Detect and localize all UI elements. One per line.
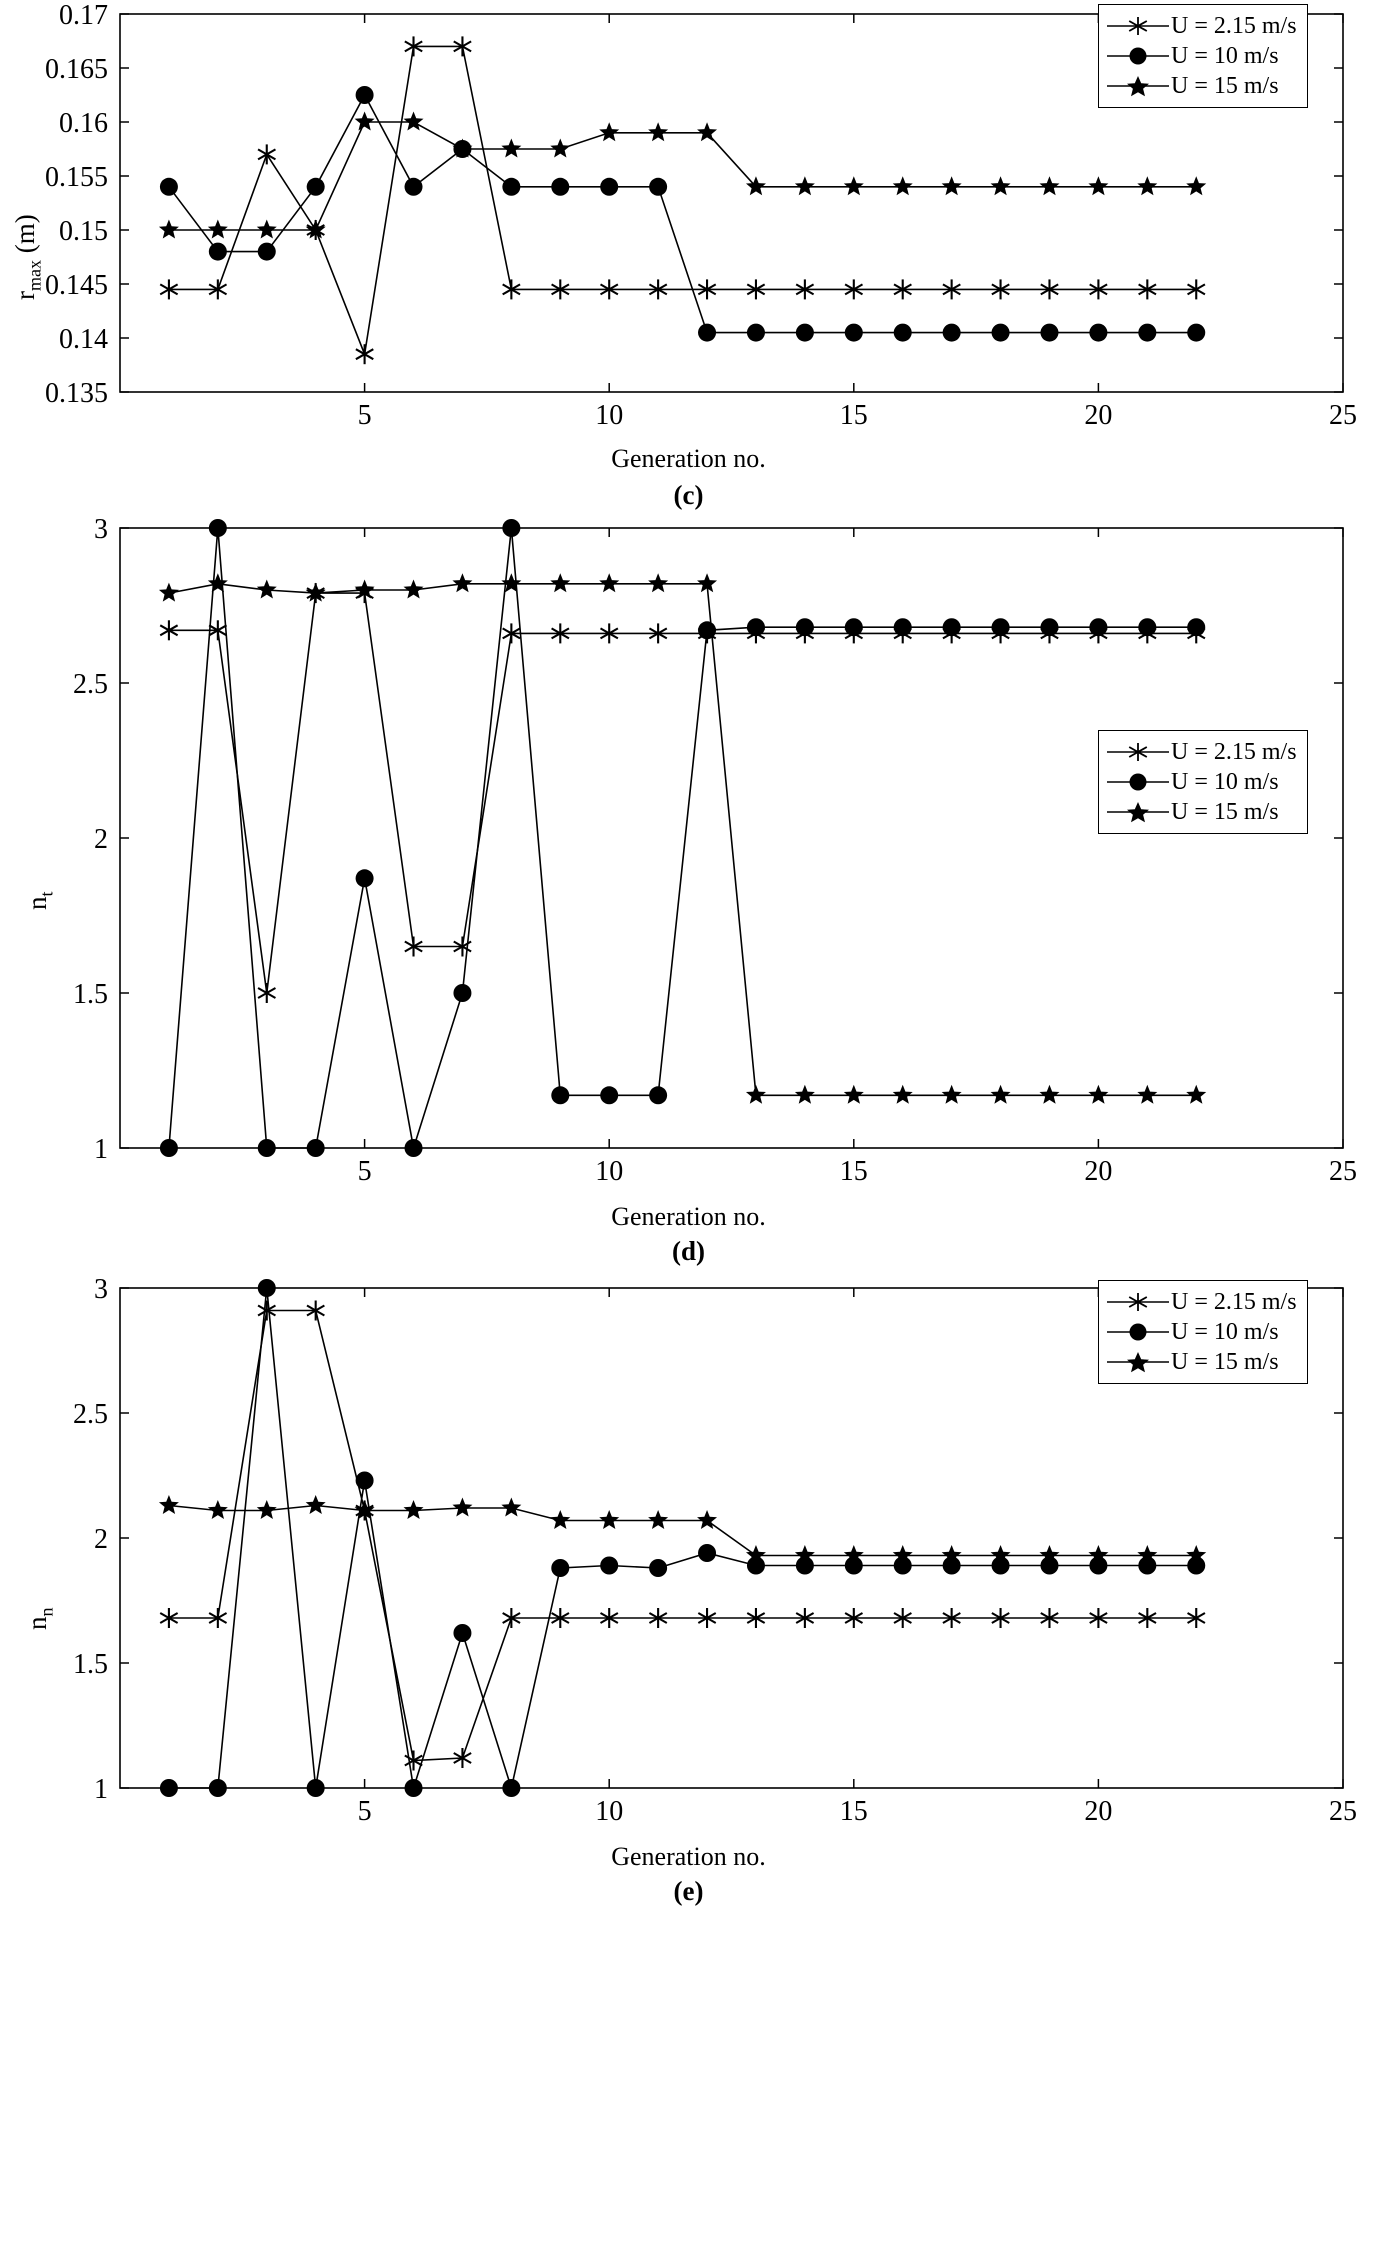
circle-marker-icon (1089, 324, 1107, 342)
star-marker-icon (501, 139, 521, 158)
svg-text:3: 3 (94, 514, 108, 545)
svg-text:15: 15 (839, 400, 868, 431)
star-marker-icon (599, 573, 619, 592)
circle-marker-icon (1040, 324, 1058, 342)
panel-d-svg (0, 510, 1377, 1200)
circle-marker-icon (405, 178, 423, 196)
star-marker-icon (257, 580, 277, 599)
circle-marker-icon (600, 178, 618, 196)
svg-text:0.14: 0.14 (59, 324, 108, 355)
panel-c (0, 0, 1377, 510)
svg-text:25: 25 (1329, 400, 1357, 431)
circle-marker-icon (551, 1086, 569, 1104)
circle-marker-icon (894, 618, 912, 636)
panel-c-ylabel: $r_{max}$ (m) (10, 214, 45, 300)
star-marker-icon (1107, 1349, 1169, 1375)
star-marker-icon (355, 112, 375, 131)
legend-entry (1107, 1287, 1297, 1317)
legend-entry (1107, 797, 1297, 827)
legend-label: U = 15 m/s (1171, 799, 1279, 825)
star-marker-icon (991, 1085, 1011, 1104)
circle-marker-icon (698, 1544, 716, 1562)
circle-marker-icon (992, 618, 1010, 636)
circle-marker-icon (1040, 618, 1058, 636)
circle-marker-icon (1138, 324, 1156, 342)
svg-text:10: 10 (595, 400, 624, 431)
circle-marker-icon (356, 86, 374, 104)
star-marker-icon (1088, 176, 1108, 195)
circle-marker-icon (1107, 769, 1169, 795)
circle-marker-icon (747, 324, 765, 342)
star-marker-icon (795, 1085, 815, 1104)
star-marker-icon (1137, 176, 1157, 195)
circle-marker-icon (502, 519, 520, 537)
svg-text:1: 1 (94, 1134, 108, 1165)
svg-text:2.5: 2.5 (73, 669, 108, 700)
star-marker-icon (208, 220, 228, 239)
star-marker-icon (452, 573, 472, 592)
star-marker-icon (501, 1498, 521, 1517)
circle-marker-icon (502, 178, 520, 196)
star-marker-icon (893, 176, 913, 195)
svg-text:3: 3 (94, 1274, 108, 1305)
legend-entry (1107, 737, 1297, 767)
svg-text:20: 20 (1084, 1156, 1113, 1187)
svg-text:10: 10 (595, 1796, 624, 1827)
circle-marker-icon (796, 324, 814, 342)
star-marker-icon (1137, 1085, 1157, 1104)
asterisk-marker-icon (1107, 13, 1169, 39)
star-marker-icon (1186, 176, 1206, 195)
circle-marker-icon (453, 1624, 471, 1642)
circle-marker-icon (551, 178, 569, 196)
circle-marker-icon (845, 324, 863, 342)
panel-d-ylabel: $n_t$ (22, 891, 57, 910)
star-marker-icon (1107, 73, 1169, 99)
legend-entry (1107, 11, 1297, 41)
svg-text:0.135: 0.135 (45, 378, 108, 409)
star-marker-icon (159, 220, 179, 239)
star-marker-icon (404, 112, 424, 131)
star-marker-icon (697, 122, 717, 141)
circle-marker-icon (698, 621, 716, 639)
panel-e-ylabel: $n_n$ (22, 1607, 57, 1630)
circle-marker-icon (1089, 618, 1107, 636)
svg-text:10: 10 (595, 1156, 624, 1187)
legend-entry (1107, 1347, 1297, 1377)
star-marker-icon (893, 1085, 913, 1104)
svg-text:15: 15 (839, 1796, 868, 1827)
svg-text:5: 5 (357, 400, 372, 431)
circle-marker-icon (894, 324, 912, 342)
panel-e-xlabel: Generation no. (611, 1842, 766, 1871)
panel-d-plot (0, 510, 1377, 1200)
star-marker-icon (1186, 1085, 1206, 1104)
legend-entry (1107, 41, 1297, 71)
legend-label: U = 15 m/s (1171, 1349, 1279, 1375)
circle-marker-icon (405, 1139, 423, 1157)
star-marker-icon (550, 139, 570, 158)
star-marker-icon (257, 220, 277, 239)
legend-entry (1107, 1317, 1297, 1347)
legend-label: U = 10 m/s (1171, 1319, 1279, 1345)
legend-entry (1107, 71, 1297, 101)
star-marker-icon (1088, 1085, 1108, 1104)
legend-label: U = 10 m/s (1171, 769, 1279, 795)
svg-text:0.15: 0.15 (59, 216, 108, 247)
circle-marker-icon (600, 1086, 618, 1104)
svg-text:20: 20 (1084, 1796, 1113, 1827)
circle-marker-icon (796, 618, 814, 636)
svg-text:2: 2 (94, 1524, 108, 1555)
star-marker-icon (844, 1085, 864, 1104)
circle-marker-icon (943, 324, 961, 342)
asterisk-marker-icon (258, 983, 275, 1003)
circle-marker-icon (992, 324, 1010, 342)
star-marker-icon (746, 1085, 766, 1104)
star-marker-icon (1107, 799, 1169, 825)
star-marker-icon (599, 1510, 619, 1529)
circle-marker-icon (600, 1557, 618, 1575)
circle-marker-icon (307, 1139, 325, 1157)
panel-d-xlabel: Generation no. (611, 1202, 766, 1231)
legend-label: U = 2.15 m/s (1171, 739, 1297, 765)
star-marker-icon (1039, 1085, 1059, 1104)
svg-text:5: 5 (357, 1796, 372, 1827)
star-marker-icon (208, 1500, 228, 1519)
circle-marker-icon (649, 1559, 667, 1577)
circle-marker-icon (747, 618, 765, 636)
panel-c-legend (1098, 4, 1308, 108)
svg-text:20: 20 (1084, 400, 1113, 431)
circle-marker-icon (209, 519, 227, 537)
panel-c-caption: (c) (673, 480, 704, 510)
circle-marker-icon (1187, 618, 1205, 636)
circle-marker-icon (698, 324, 716, 342)
legend-label: U = 2.15 m/s (1171, 13, 1297, 39)
circle-marker-icon (1107, 1319, 1169, 1345)
circle-marker-icon (258, 1139, 276, 1157)
svg-text:25: 25 (1329, 1796, 1357, 1827)
star-marker-icon (648, 122, 668, 141)
circle-marker-icon (307, 178, 325, 196)
panel-e-caption: (e) (673, 1876, 704, 1906)
circle-marker-icon (405, 1779, 423, 1797)
legend-label: U = 15 m/s (1171, 73, 1279, 99)
legend-label: U = 2.15 m/s (1171, 1289, 1297, 1315)
star-marker-icon (795, 176, 815, 195)
circle-marker-icon (160, 1779, 178, 1797)
svg-text:1.5: 1.5 (73, 979, 108, 1010)
star-marker-icon (991, 176, 1011, 195)
star-marker-icon (257, 1500, 277, 1519)
asterisk-marker-icon (356, 344, 373, 364)
star-marker-icon (404, 1500, 424, 1519)
star-marker-icon (599, 122, 619, 141)
svg-text:2: 2 (94, 824, 108, 855)
panel-e (0, 1270, 1377, 1910)
asterisk-marker-icon (258, 144, 275, 164)
circle-marker-icon (551, 1559, 569, 1577)
star-marker-icon (208, 573, 228, 592)
star-marker-icon (844, 176, 864, 195)
circle-marker-icon (845, 618, 863, 636)
panel-d-caption: (d) (672, 1236, 705, 1266)
asterisk-marker-icon (1107, 1289, 1169, 1315)
panel-d (0, 510, 1377, 1270)
svg-text:1: 1 (94, 1774, 108, 1805)
circle-marker-icon (502, 1779, 520, 1797)
circle-marker-icon (356, 869, 374, 887)
star-marker-icon (159, 1495, 179, 1514)
panel-c-xlabel: Generation no. (611, 444, 766, 473)
star-marker-icon (159, 583, 179, 602)
circle-marker-icon (258, 243, 276, 261)
star-marker-icon (404, 580, 424, 599)
circle-marker-icon (258, 1279, 276, 1297)
circle-marker-icon (307, 1779, 325, 1797)
star-marker-icon (942, 1085, 962, 1104)
legend-entry (1107, 767, 1297, 797)
star-marker-icon (306, 1495, 326, 1514)
circle-marker-icon (209, 243, 227, 261)
circle-marker-icon (160, 178, 178, 196)
svg-text:0.155: 0.155 (45, 162, 108, 193)
svg-text:25: 25 (1329, 1156, 1357, 1187)
svg-text:0.145: 0.145 (45, 270, 108, 301)
panel-e-legend (1098, 1280, 1308, 1384)
svg-text:5: 5 (357, 1156, 372, 1187)
svg-text:0.17: 0.17 (59, 0, 108, 31)
circle-marker-icon (1107, 43, 1169, 69)
svg-text:15: 15 (839, 1156, 868, 1187)
svg-text:0.16: 0.16 (59, 108, 108, 139)
star-marker-icon (550, 1510, 570, 1529)
circle-marker-icon (209, 1779, 227, 1797)
asterisk-marker-icon (1107, 739, 1169, 765)
star-marker-icon (942, 176, 962, 195)
star-marker-icon (452, 1498, 472, 1517)
star-marker-icon (1039, 176, 1059, 195)
star-marker-icon (648, 573, 668, 592)
circle-marker-icon (1187, 324, 1205, 342)
svg-text:2.5: 2.5 (73, 1399, 108, 1430)
circle-marker-icon (649, 178, 667, 196)
circle-marker-icon (943, 618, 961, 636)
circle-marker-icon (649, 1086, 667, 1104)
star-marker-icon (648, 1510, 668, 1529)
panel-d-legend (1098, 730, 1308, 834)
circle-marker-icon (1138, 618, 1156, 636)
circle-marker-icon (453, 984, 471, 1002)
star-marker-icon (550, 573, 570, 592)
svg-text:1.5: 1.5 (73, 1649, 108, 1680)
circle-marker-icon (160, 1139, 178, 1157)
circle-marker-icon (356, 1472, 374, 1490)
svg-text:0.165: 0.165 (45, 54, 108, 85)
legend-label: U = 10 m/s (1171, 43, 1279, 69)
